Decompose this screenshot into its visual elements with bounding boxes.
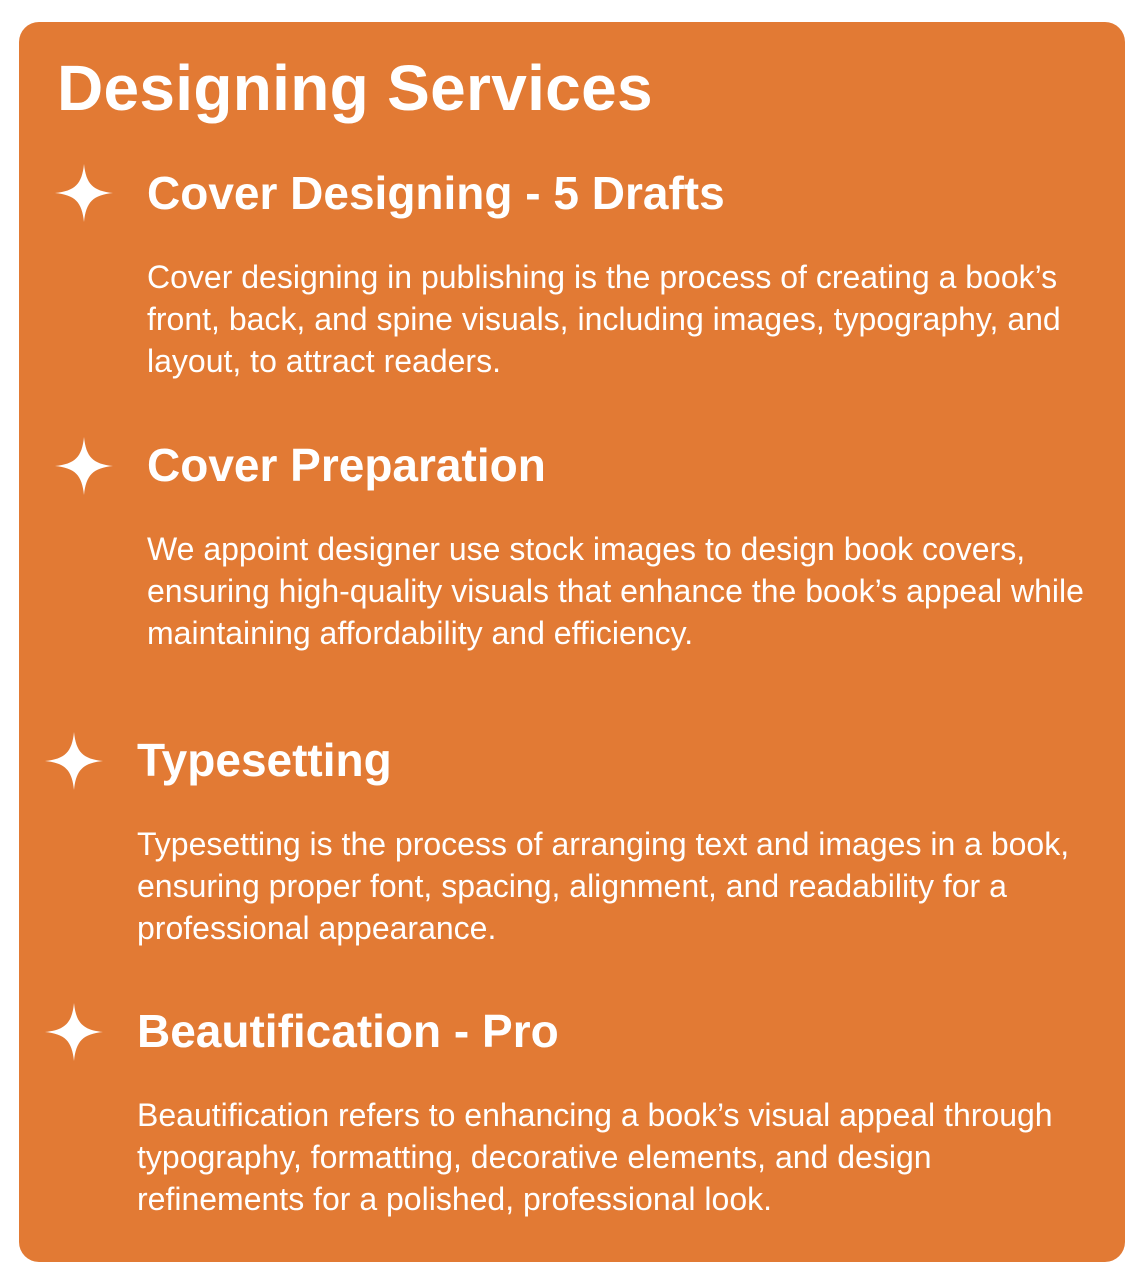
service-description: Cover designing in publishing is the process of creating a book’s front, back, and spine visuals, including images, typography, and layout, to attract readers. xyxy=(147,259,1061,379)
sparkle-icon xyxy=(43,730,105,792)
service-description: Typesetting is the process of arranging text and images in a book, ensuring proper font, spacing, alignment, and readability for a professional appearance. xyxy=(137,826,1070,946)
sparkle-icon xyxy=(53,435,115,497)
service-description: Beautification refers to enhancing a book’s visual appeal through typography, formatting, decorative elements, and design refinements for a polished, professional look. xyxy=(137,1097,1053,1217)
service-title: Beautification - Pro xyxy=(137,1005,559,1057)
sparkle-icon xyxy=(43,1001,105,1063)
sparkle-icon xyxy=(53,162,115,224)
service-title: Cover Preparation xyxy=(147,439,546,491)
services-card xyxy=(19,22,1125,1262)
service-description: We appoint designer use stock images to design book covers, ensuring high-quality visuals that enhance the book’s appeal while maintaining affordability and efficiency. xyxy=(147,531,1084,651)
service-title: Typesetting xyxy=(137,734,392,786)
service-title: Cover Designing - 5 Drafts xyxy=(147,167,725,219)
page-title: Designing Services xyxy=(57,52,653,124)
